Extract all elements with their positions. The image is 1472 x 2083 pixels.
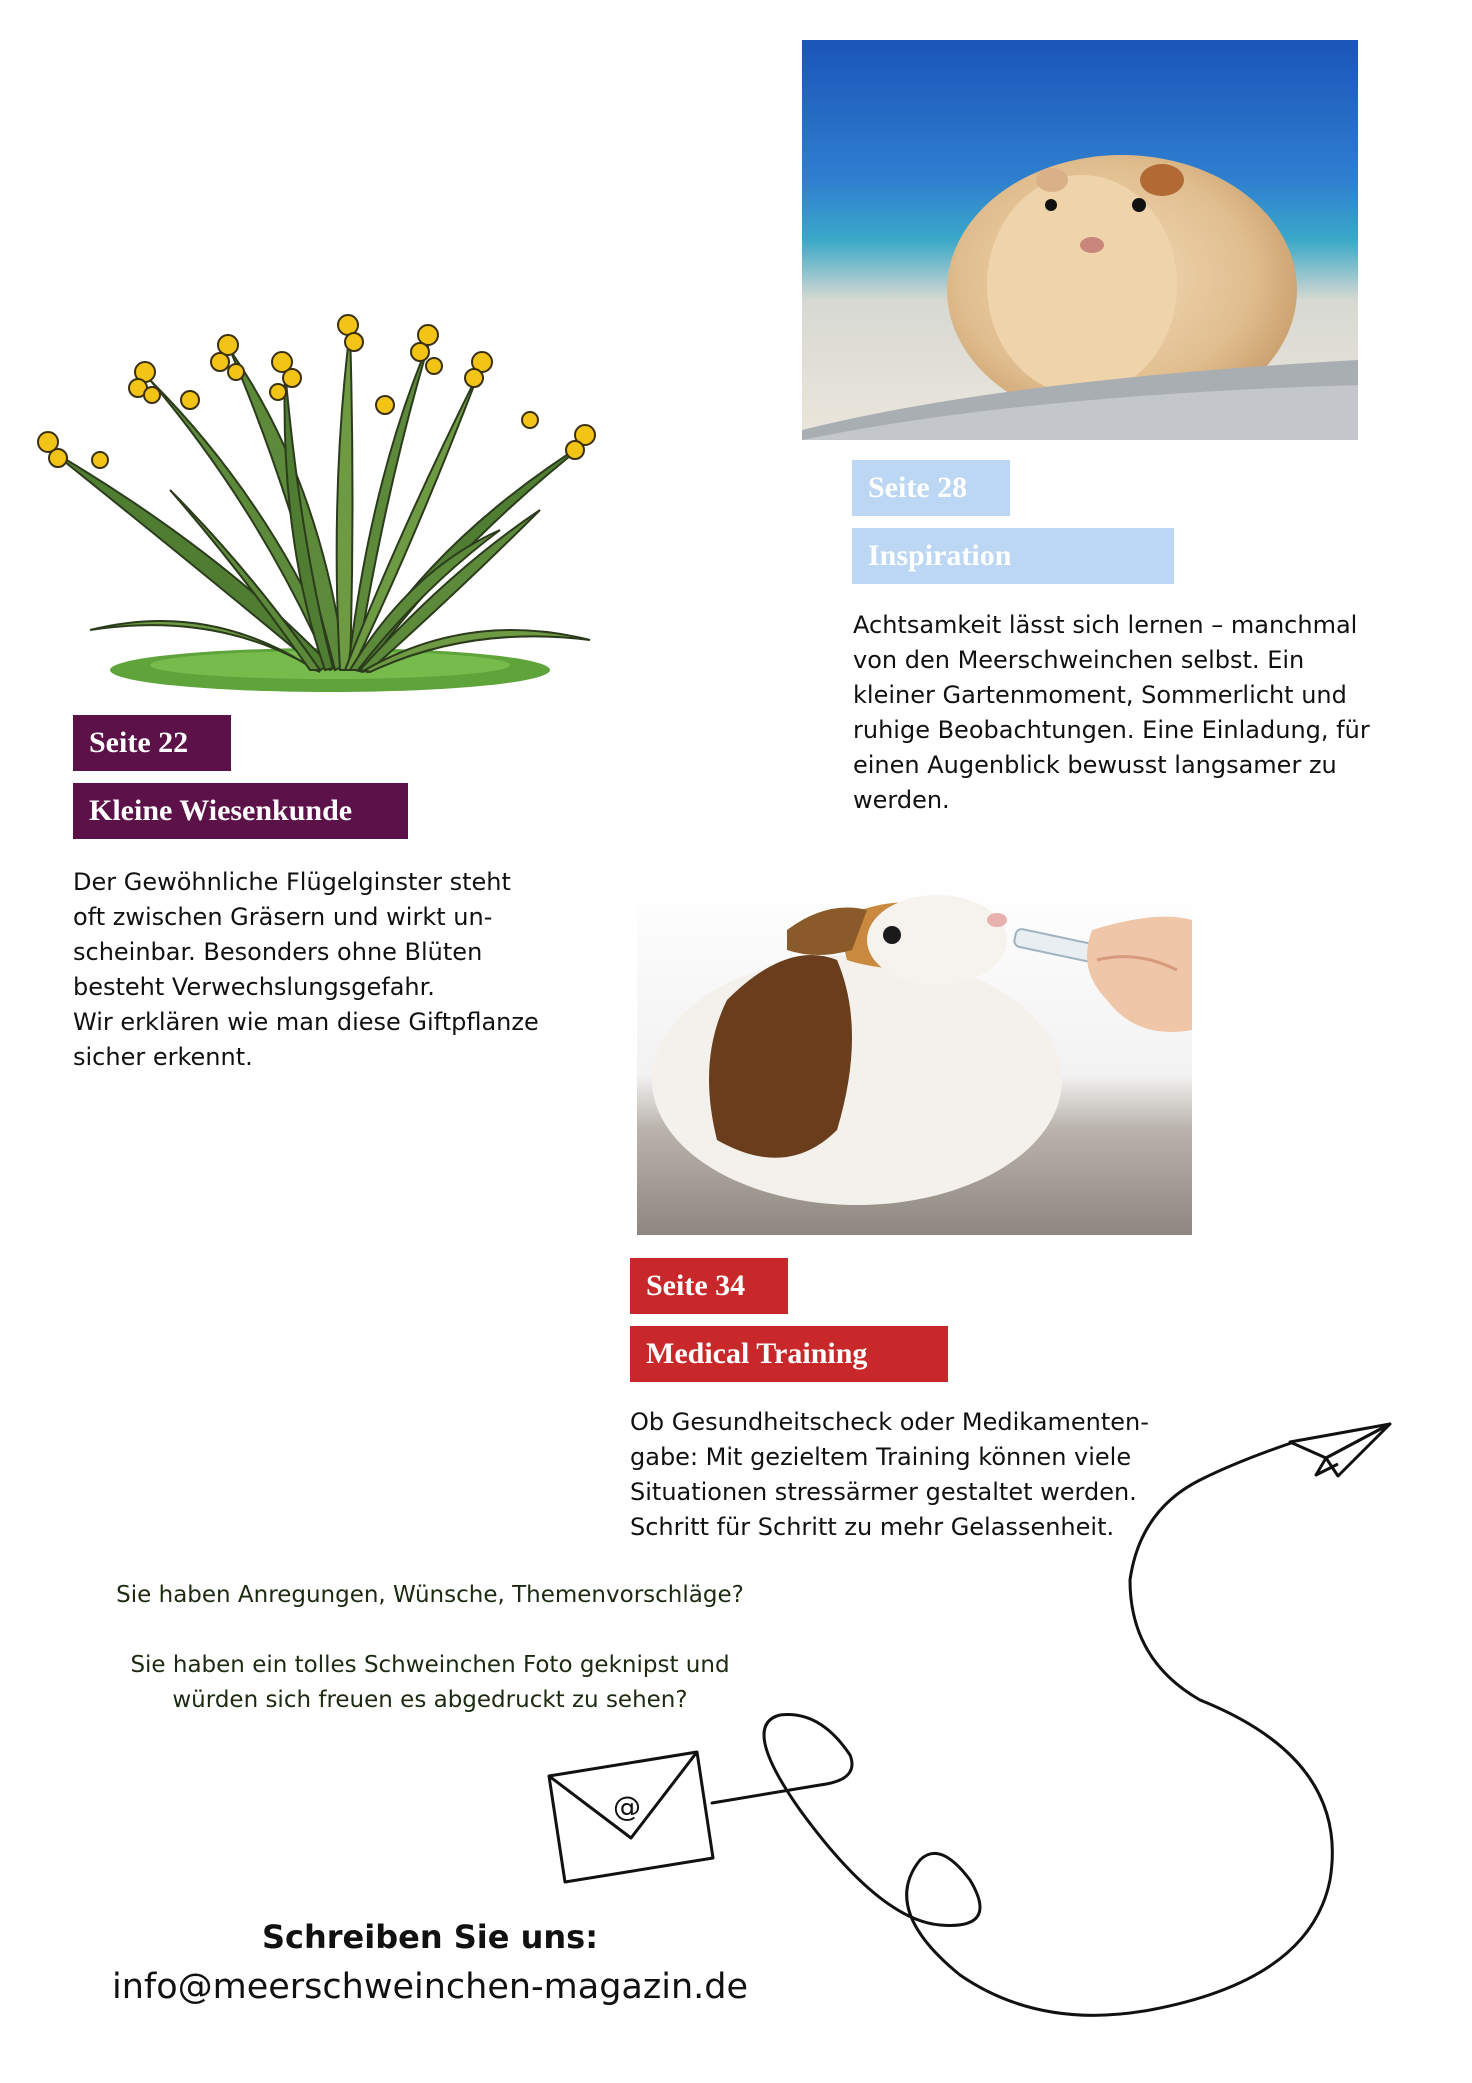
envelope-at-symbol: @	[613, 1790, 641, 1823]
section-text-inspiration	[853, 608, 1413, 818]
contact-email-link[interactable]: info@meerschweinchen-magazin.de	[111, 1967, 749, 2007]
contact-heading: Schreiben Sie uns:	[261, 1918, 599, 1956]
section-text-wiesenkunde	[73, 865, 593, 1075]
text-line: kleiner Gartenmoment, Sommerlicht und	[853, 681, 1347, 709]
section-title-inspiration: Inspiration	[852, 528, 1174, 584]
contact-prompt-1: Sie haben Anregungen, Wünsche, Themenvorschläge?	[116, 1582, 744, 1608]
text-line: von den Meerschweinchen selbst. Ein	[853, 646, 1305, 674]
text-line: Wir erklären wie man diese Giftpflanze	[73, 1008, 539, 1036]
text-line: Schritt für Schritt zu mehr Gelassenheit.	[630, 1513, 1115, 1541]
text-line: oft zwischen Gräsern und wirkt un-	[73, 903, 493, 931]
guinea-pig-photo	[802, 40, 1358, 440]
guinea-pig-syringe-photo	[637, 880, 1192, 1235]
section-title-medical: Medical Training	[630, 1326, 948, 1382]
text-line: besteht Verwechslungsgefahr.	[73, 973, 435, 1001]
text-line: Ob Gesundheitscheck oder Medikamenten-	[630, 1408, 1149, 1436]
text-line: Der Gewöhnliche Flügelginster steht	[73, 868, 511, 896]
page-label-28: Seite 28	[852, 460, 1010, 516]
page-label-34: Seite 34	[630, 1258, 788, 1314]
text-line: Situationen stressärmer gestaltet werden.	[630, 1478, 1137, 1506]
text-line: einen Augenblick bewusst langsamer zu	[853, 751, 1337, 779]
page-label-22: Seite 22	[73, 715, 231, 771]
envelope-icon	[545, 1748, 715, 1888]
text-line: werden.	[853, 786, 950, 814]
dashed-flight-path	[700, 1410, 1420, 2030]
text-line: Achtsamkeit lässt sich lernen – manchmal	[853, 611, 1358, 639]
text-line: scheinbar. Besonders ohne Blüten	[73, 938, 483, 966]
section-title-wiesenkunde: Kleine Wiesenkunde	[73, 783, 408, 839]
text-line: ruhige Beobachtungen. Eine Einladung, für	[853, 716, 1370, 744]
contact-prompt-3: würden sich freuen es abgedruckt zu sehen?	[172, 1687, 688, 1713]
plant-illustration	[30, 310, 620, 695]
text-line: gabe: Mit gezieltem Training können viele	[630, 1443, 1132, 1471]
contact-prompt-2: Sie haben ein tolles Schweinchen Foto geknipst und	[130, 1652, 730, 1678]
paper-plane-icon	[1286, 1420, 1396, 1480]
text-line: sicher erkennt.	[73, 1043, 253, 1071]
